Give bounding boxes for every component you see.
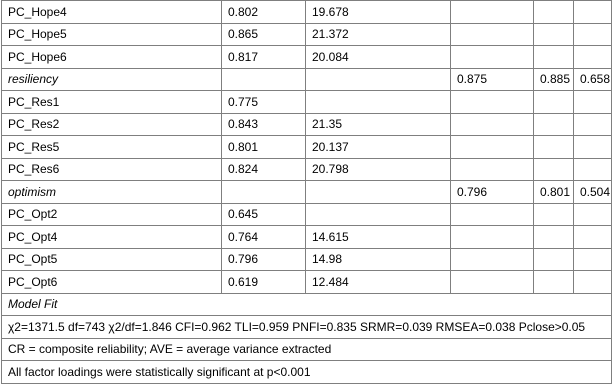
factor-label: optimism bbox=[2, 181, 222, 204]
reliability-value bbox=[534, 248, 574, 271]
note-cr-ave: CR = composite reliability; AVE = average variance extracted bbox=[2, 338, 612, 361]
ave-value bbox=[574, 91, 612, 114]
t-value: 21.372 bbox=[306, 23, 451, 46]
t-value: 14.615 bbox=[306, 226, 451, 249]
reliability-value bbox=[534, 271, 574, 294]
model-fit-heading: Model Fit bbox=[2, 293, 612, 316]
fit-indices-row bbox=[2, 316, 612, 339]
reliability-value bbox=[534, 91, 574, 114]
loading-value: 0.645 bbox=[222, 203, 306, 226]
reliability-value bbox=[534, 136, 574, 159]
item-label: PC_Opt5 bbox=[2, 248, 222, 271]
cr-value bbox=[451, 46, 534, 69]
reliability-value bbox=[534, 23, 574, 46]
loading-value: 0.824 bbox=[222, 158, 306, 181]
reliability-value: 0.885 bbox=[534, 68, 574, 91]
ave-value bbox=[574, 203, 612, 226]
t-value bbox=[306, 181, 451, 204]
cr-value bbox=[451, 271, 534, 294]
ave-value bbox=[574, 271, 612, 294]
item-label: PC_Opt4 bbox=[2, 226, 222, 249]
loading-value bbox=[222, 68, 306, 91]
t-value: 20.137 bbox=[306, 136, 451, 159]
cr-value bbox=[451, 203, 534, 226]
cr-value bbox=[451, 248, 534, 271]
ave-value: 0.504 bbox=[574, 181, 612, 204]
model-fit-heading-row bbox=[2, 293, 612, 316]
note-significance: All factor loadings were statistically significant at p<0.001 bbox=[2, 361, 612, 384]
table-row bbox=[2, 271, 612, 294]
ave-value bbox=[574, 113, 612, 136]
cr-value bbox=[451, 226, 534, 249]
t-value: 19.678 bbox=[306, 1, 451, 24]
t-value bbox=[306, 203, 451, 226]
table-row bbox=[2, 226, 612, 249]
t-value bbox=[306, 68, 451, 91]
cr-value bbox=[451, 23, 534, 46]
reliability-value bbox=[534, 113, 574, 136]
ave-value bbox=[574, 23, 612, 46]
loading-value: 0.801 bbox=[222, 136, 306, 159]
loading-value: 0.802 bbox=[222, 1, 306, 24]
reliability-value bbox=[534, 203, 574, 226]
t-value: 12.484 bbox=[306, 271, 451, 294]
loading-value: 0.865 bbox=[222, 23, 306, 46]
cr-value bbox=[451, 91, 534, 114]
reliability-value bbox=[534, 158, 574, 181]
table-body bbox=[2, 1, 612, 384]
note-row bbox=[2, 338, 612, 361]
factor-label: resiliency bbox=[2, 68, 222, 91]
ave-value bbox=[574, 46, 612, 69]
cfa-results-table bbox=[1, 0, 612, 384]
table-row bbox=[2, 203, 612, 226]
table-row bbox=[2, 136, 612, 159]
reliability-value bbox=[534, 226, 574, 249]
t-value bbox=[306, 91, 451, 114]
ave-value bbox=[574, 1, 612, 24]
note-row bbox=[2, 361, 612, 384]
item-label: PC_Hope4 bbox=[2, 1, 222, 24]
cr-value bbox=[451, 1, 534, 24]
loading-value: 0.796 bbox=[222, 248, 306, 271]
loading-value: 0.619 bbox=[222, 271, 306, 294]
t-value: 20.798 bbox=[306, 158, 451, 181]
fit-indices: χ2=1371.5 df=743 χ2/df=1.846 CFI=0.962 TLI=0.959 PNFI=0.835 SRMR=0.039 RMSEA=0.038 Pclose>0.05 bbox=[2, 316, 612, 339]
t-value: 21.35 bbox=[306, 113, 451, 136]
reliability-value: 0.801 bbox=[534, 181, 574, 204]
item-label: PC_Opt2 bbox=[2, 203, 222, 226]
reliability-value bbox=[534, 46, 574, 69]
item-label: PC_Opt6 bbox=[2, 271, 222, 294]
ave-value bbox=[574, 226, 612, 249]
ave-value: 0.658 bbox=[574, 68, 612, 91]
factor-row-optimism bbox=[2, 181, 612, 204]
t-value: 14.98 bbox=[306, 248, 451, 271]
table-row bbox=[2, 91, 612, 114]
item-label: PC_Hope5 bbox=[2, 23, 222, 46]
cr-value bbox=[451, 136, 534, 159]
item-label: PC_Res1 bbox=[2, 91, 222, 114]
loading-value: 0.764 bbox=[222, 226, 306, 249]
reliability-value bbox=[534, 1, 574, 24]
t-value: 20.084 bbox=[306, 46, 451, 69]
item-label: PC_Res2 bbox=[2, 113, 222, 136]
table-row bbox=[2, 158, 612, 181]
ave-value bbox=[574, 248, 612, 271]
factor-row-resiliency bbox=[2, 68, 612, 91]
cr-value: 0.875 bbox=[451, 68, 534, 91]
table-row bbox=[2, 46, 612, 69]
item-label: PC_Res6 bbox=[2, 158, 222, 181]
item-label: PC_Res5 bbox=[2, 136, 222, 159]
ave-value bbox=[574, 136, 612, 159]
cr-value bbox=[451, 113, 534, 136]
table-row bbox=[2, 1, 612, 24]
loading-value: 0.843 bbox=[222, 113, 306, 136]
table-row bbox=[2, 248, 612, 271]
table-row bbox=[2, 23, 612, 46]
loading-value: 0.775 bbox=[222, 91, 306, 114]
loading-value: 0.817 bbox=[222, 46, 306, 69]
table-row bbox=[2, 113, 612, 136]
item-label: PC_Hope6 bbox=[2, 46, 222, 69]
loading-value bbox=[222, 181, 306, 204]
cr-value bbox=[451, 158, 534, 181]
cr-value: 0.796 bbox=[451, 181, 534, 204]
ave-value bbox=[574, 158, 612, 181]
